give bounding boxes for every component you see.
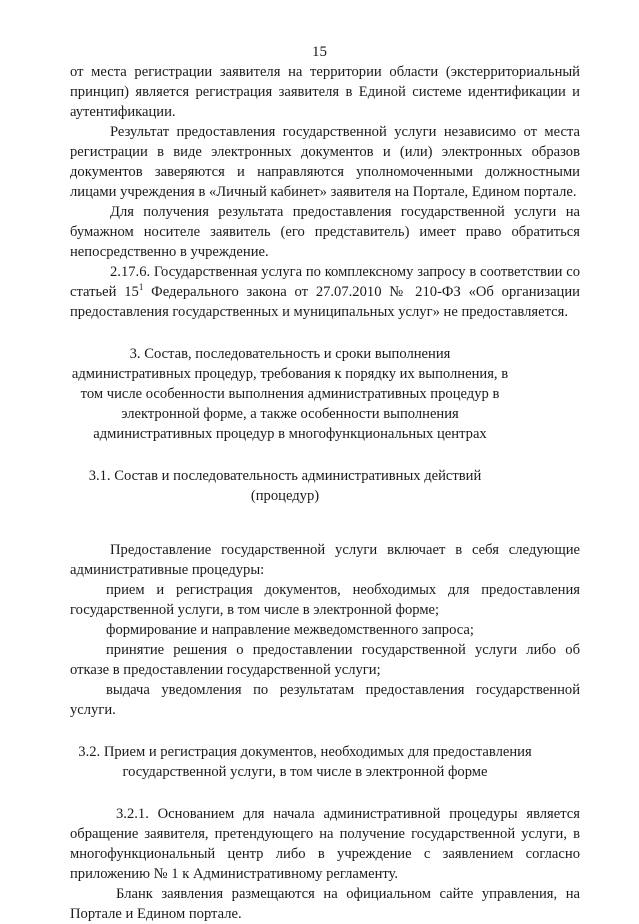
document-body (70, 62, 580, 924)
list-item: принятие решения о предоставлении государственной услуги либо об отказе в предоставлении государственной услуги; (70, 642, 580, 678)
list-item: формирование и направление межведомственного запроса; (106, 622, 474, 638)
paragraph-2-17-6 (70, 262, 580, 322)
paragraph-text: 2.17.6. Государственная услуга по комплексному запросу в соответствии со статьей 15 (70, 264, 580, 300)
paragraph: Бланк заявления размещаются на официальном сайте управления, на Портале и Едином портале. (70, 886, 580, 922)
paragraph: Результат предоставления государственной услуги независимо от места регистрации в виде электронных документов и (или) электронных образов документов заверяются и направляются уполномоченными должностными лицами учреждения в «Личный кабинет» заявителя на Портале, Едином портале. (70, 124, 580, 200)
list-item: прием и регистрация документов, необходимых для предоставления государственной услуги, в том числе в электронной форме; (70, 582, 580, 618)
paragraph: от места регистрации заявителя на территории области (экстерриториальный принцип) является регистрация заявителя в Единой системе идентификации и аутентификации. (70, 64, 580, 120)
section-heading-3-1: 3.1. Состав и последовательность административных действий (процедур) (88, 468, 482, 504)
page-number: 15 (312, 44, 327, 60)
paragraph: Для получения результата предоставления государственной услуги на бумажном носителе заявитель (его представитель) имеет право обратиться непосредственно в учреждение. (70, 204, 580, 260)
section-heading-3-2: 3.2. Прием и регистрация документов, необходимых для предоставления государственной услуги, в том числе в электронной форме (78, 744, 532, 780)
section-heading-3: 3. Состав, последовательность и сроки выполнения административных процедур, требования к порядку их выполнения, в том числе особенности выполнения административных процедур в электронной форме, а также особенности выполнения административных процедур в многофункциональных центрах (71, 346, 509, 442)
paragraph: 3.2.1. Основанием для начала административной процедуры является обращение заявителя, претендующего на получение государственной услуги, в многофункциональный центр либо в учреждение с заявлением согласно приложению № 1 к Административному регламенту. (70, 806, 580, 882)
superscript: 1 (138, 282, 144, 293)
paragraph-text: Федерального закона от 27.07.2010 № 210-ФЗ «Об организации предоставления государственных и муниципальных услуг» не предоставляется. (70, 284, 580, 320)
list-item: выдача уведомления по результатам предоставления государственной услуги. (70, 682, 580, 718)
paragraph: Предоставление государственной услуги включает в себя следующие административные процедуры: (70, 542, 580, 578)
